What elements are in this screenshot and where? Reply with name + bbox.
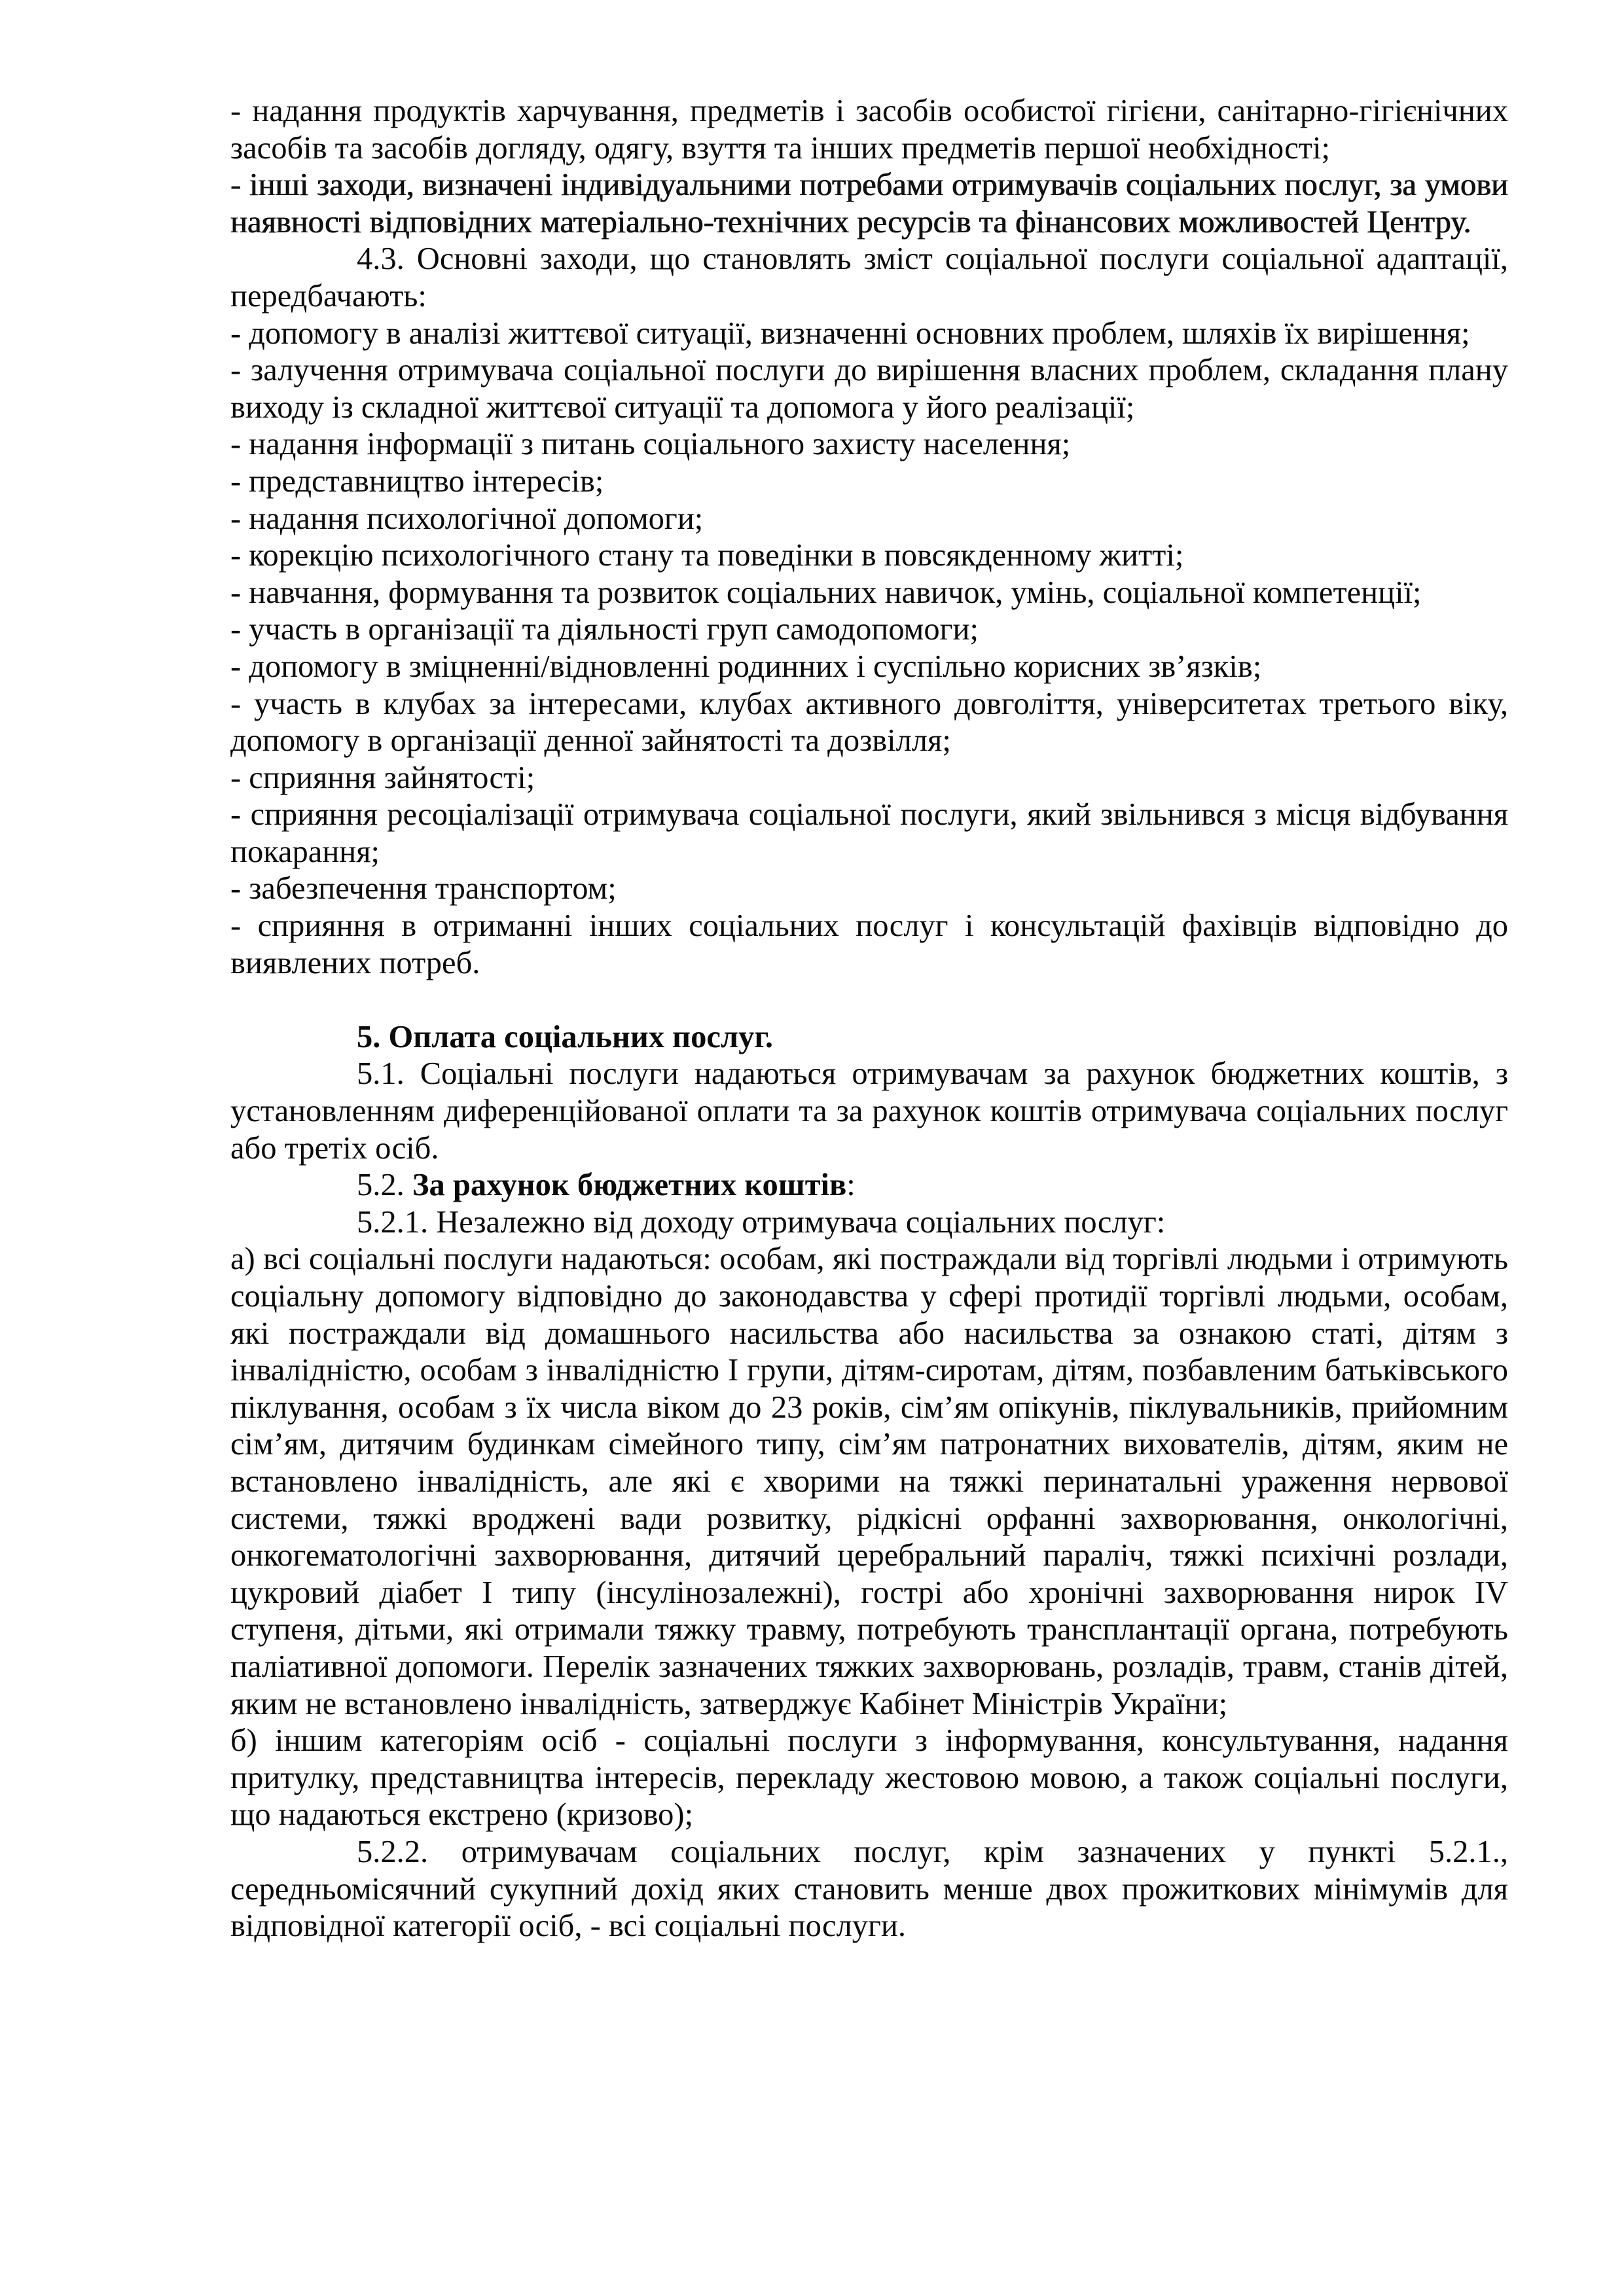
list-item: - сприяння в отриманні інших соціальних послуг і консультацій фахівців відповідно до виявлених потреб. <box>230 908 1508 980</box>
list-item: - участь в клубах за інтересами, клубах активного довголіття, університетах третього віку, допомогу в організації денної зайнятості та дозвілля; <box>230 686 1508 759</box>
paragraph-5-2 <box>230 1167 1508 1204</box>
paragraph-a: а) всі соціальні послуги надаються: особам, які постраждали від торгівлі людьми і отримують соціальну допомогу відповідно до законодавства у сфері протидії торгівлі людьми, особам, які постраждали від домашнього насильства або насильства за ознакою статі, дітям з інвалідністю, особам з інвалідністю I групи, дітям-сиротам, дітям, позбавленим батьківського піклування, особам з їх числа віком до 23 років, сім’ям опікунів, піклувальників, прийомним сім’ям, дитячим будинкам сімейного типу, сім’ям патронатних вихователів, дітям, яким не встановлено інвалідність, але які є хворими на тяжкі перинатальні ураження нервової системи, тяжкі вроджені вади розвитку, рідкісні орфанні захворювання, онкологічні, онкогематологічні захворювання, дитячий церебральний параліч, тяжкі психічні розлади, цукровий діабет I типу (інсулінозалежні), гострі або хронічні захворювання нирок IV ступеня, дітьми, які отримали тяжку травму, потребують трансплантації органа, потребують паліативної допомоги. Перелік зазначених тяжких захворювань, розладів, травм, станів дітей, яким не встановлено інвалідність, затверджує Кабінет Міністрів України; <box>230 1242 1508 1721</box>
list-item-other-measures <box>230 167 1508 241</box>
paragraph-5-2-2: 5.2.2. отримувачам соціальних послуг, крім зазначених у пункті 5.2.1., середньомісячний сукупний дохід яких становить менше двох прожиткових мінімумів для відповідної категорії осіб, - всі соціальні послуги. <box>230 1834 1508 1944</box>
paragraph-4-3-lead: 4.3. Основні заходи, що становлять зміст соціальної послуги соціальної адаптації, передбачають: <box>230 242 1508 314</box>
paragraph-b: б) іншим категоріям осіб - соціальні послуги з інформування, консультування, надання притулку, представництва інтересів, перекладу жестовою мовою, а також соціальні послуги, що надаються екстрено (кризово); <box>230 1723 1508 1833</box>
list-item: - допомогу в зміцненні/відновленні родинних і суспільно корисних зв’язків; <box>230 649 1262 684</box>
list-item: - надання інформації з питань соціального захисту населення; <box>230 427 1071 462</box>
list-item: - навчання, формування та розвиток соціальних навичок, умінь, соціальної компетенції; <box>230 575 1422 610</box>
list-item: - залучення отримувача соціальної послуги до вирішення власних проблем, складання плану виходу із складної життєвої ситуації та допомога у його реалізації; <box>230 353 1508 425</box>
list-item: - корекцію психологічного стану та поведінки в повсякденному житті; <box>230 538 1184 573</box>
paragraph-5-2-tail: : <box>846 1168 856 1203</box>
list-item-food-hygiene: - надання продуктів харчування, предметів і засобів особистої гігієни, санітарно-гігієнічних засобів та засобів догляду, одягу, взуття та інших предметів першої необхідності; <box>230 94 1508 166</box>
list-item: - сприяння ресоціалізації отримувача соціальної послуги, який звільнився з місця відбування покарання; <box>230 797 1508 869</box>
paragraph-5-1: 5.1. Соціальні послуги надаються отримувачам за рахунок бюджетних коштів, з установленням диференційованої оплати та за рахунок коштів отримувача соціальних послуг або третіх осіб. <box>230 1056 1508 1166</box>
section-5-heading: 5. Оплата соціальних послуг. <box>357 1019 774 1054</box>
list-item: - забезпечення транспортом; <box>230 871 617 906</box>
list-item: - допомогу в аналізі життєвої ситуації, визначенні основних проблем, шляхів їх вирішення; <box>230 315 1470 351</box>
paragraph-5-2-1: 5.2.1. Незалежно від доходу отримувача соціальних послуг: <box>357 1204 1166 1240</box>
list-item: - участь в організації та діяльності груп самодопомоги; <box>230 612 979 647</box>
list-item: - надання психологічної допомоги; <box>230 501 704 536</box>
paragraph-5-2-number: 5.2. <box>357 1168 412 1203</box>
list-item: - сприяння зайнятості; <box>230 760 535 795</box>
document-page <box>230 93 1508 1945</box>
paragraph-spacer <box>230 982 1508 1019</box>
list-item: - представництво інтересів; <box>230 463 604 499</box>
paragraph-5-2-bold-title: За рахунок бюджетних коштів <box>412 1168 847 1203</box>
list-item-other-measures-text: - інші заходи, визначені індивідуальними потребами отримувачів соціальних послуг, за умови наявності відповідних матеріально-технічних ресурсів та фінансових можливостей Центру. <box>230 168 1508 240</box>
